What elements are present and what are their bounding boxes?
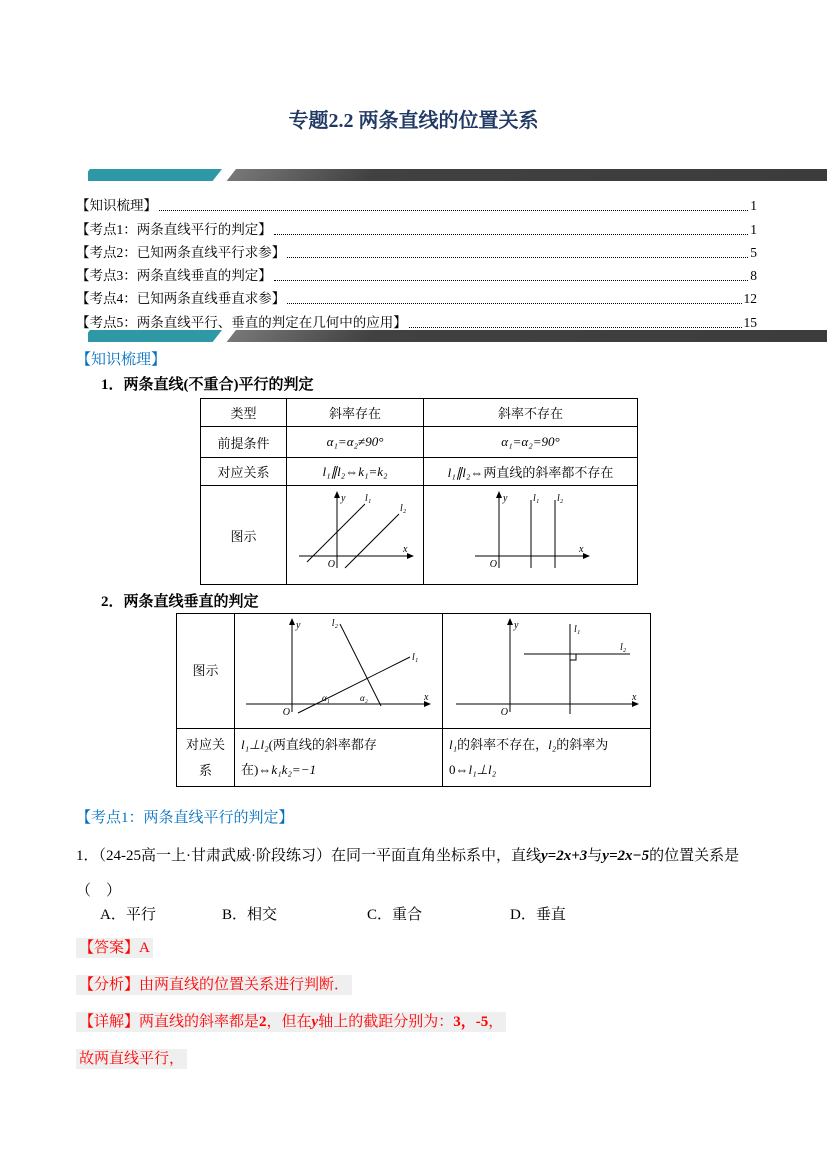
premise-not-exist-cell: α₁=α₂=90° bbox=[424, 427, 638, 458]
line-l1-label: l₁ bbox=[365, 493, 372, 504]
toc-item-label[interactable]: 【考点3：两条直线垂直的判定】 bbox=[76, 268, 272, 284]
options-row bbox=[76, 903, 762, 927]
parallel-criteria-table bbox=[200, 398, 638, 585]
toc-item[interactable] bbox=[76, 307, 757, 330]
line-l1-label: l₁ bbox=[411, 652, 418, 663]
table-row bbox=[201, 427, 638, 458]
page-title: 专题2.2 两条直线的位置关系 bbox=[288, 110, 539, 132]
table-row bbox=[177, 614, 651, 729]
detail-math-part: 3，-5 bbox=[453, 1014, 489, 1030]
relation-label-cell: 对应关系 bbox=[177, 729, 235, 787]
toc-page-number: 12 bbox=[743, 291, 757, 307]
relation-math: l₂ bbox=[548, 737, 557, 753]
diagram-parallel-vertical-cell bbox=[424, 486, 638, 585]
analysis-line bbox=[76, 973, 352, 994]
detail-text-part: 轴上的截距分别为： bbox=[318, 1014, 454, 1030]
question-math-2: y=2x−5 bbox=[602, 848, 650, 864]
diagram-label-cell: 图示 bbox=[177, 614, 235, 729]
toc-leader-dots bbox=[287, 257, 748, 258]
y-axis-label: y bbox=[341, 493, 346, 504]
y-axis-label: y bbox=[502, 493, 507, 504]
option-b: B．相交 bbox=[222, 907, 278, 923]
answer-line bbox=[76, 936, 153, 957]
y-axis-label: y bbox=[295, 620, 300, 631]
line-l2-label: l₂ bbox=[400, 503, 407, 514]
premise-exist-cell: α₁=α₂≠90° bbox=[287, 427, 424, 458]
toc-page-number: 1 bbox=[750, 221, 757, 237]
line-l2-label: l₂ bbox=[556, 493, 563, 504]
x-axis-label: x bbox=[403, 544, 408, 555]
relation-exist-cell: l₁∥l₂⇔k₁=k₂ bbox=[287, 458, 424, 486]
relation-math: l₁⊥l₂ bbox=[241, 737, 269, 753]
exam-point-header: 【考点1：两条直线平行的判定】 bbox=[76, 810, 294, 826]
detail-math-part: 2 bbox=[259, 1014, 267, 1030]
angle-alpha1-label: α₁ bbox=[321, 693, 330, 703]
relation-math: l₁ bbox=[449, 737, 458, 753]
parallel-lines-vertical-diagram bbox=[467, 488, 595, 578]
line-l1-label: l₁ bbox=[532, 493, 539, 504]
detail-text-part: ， bbox=[488, 1014, 504, 1030]
toc-item[interactable] bbox=[76, 261, 757, 284]
toc-item-label[interactable]: 【考点2：已知两条直线平行求参】 bbox=[76, 244, 286, 260]
perpendicular-lines-slope-diagram bbox=[240, 616, 438, 722]
knowledge-section-header: 【知识梳理】 bbox=[76, 352, 167, 368]
decorative-teal-segment bbox=[88, 169, 222, 181]
detail-line bbox=[76, 1010, 506, 1031]
perpendicular-slope-relation-cell bbox=[235, 729, 443, 787]
conclusion-text: 故两直线平行， bbox=[76, 1049, 187, 1069]
y-axis-label: y bbox=[513, 620, 518, 631]
table-row bbox=[177, 729, 651, 787]
toc-item-label[interactable]: 【考点1：两条直线平行的判定】 bbox=[76, 221, 272, 237]
x-axis-label: x bbox=[578, 544, 583, 555]
line-l2-label: l₂ bbox=[331, 618, 338, 629]
decorative-dark-segment bbox=[227, 169, 827, 181]
question-text: 与 bbox=[587, 848, 603, 864]
question-math-1: y=2x+3 bbox=[541, 848, 588, 864]
diagram-label-cell: 图示 bbox=[201, 486, 287, 585]
analysis-text: 【分析】由两直线的位置关系进行判断． bbox=[76, 975, 352, 995]
header-slope-not-exists-cell: 斜率不存在 bbox=[424, 399, 638, 427]
toc-leader-dots bbox=[274, 280, 749, 281]
toc-leader-dots bbox=[274, 234, 749, 235]
decorative-dark-segment bbox=[227, 330, 827, 342]
diagram-perpendicular-axis-cell bbox=[443, 614, 651, 729]
premise-label-cell: 前提条件 bbox=[201, 427, 287, 458]
relation-not-exist-cell bbox=[424, 458, 638, 486]
perpendicular-axis-relation-cell bbox=[443, 729, 651, 787]
diagram-perpendicular-slope-cell bbox=[235, 614, 443, 729]
toc-item-label[interactable]: 【考点5：两条直线平行、垂直的判定在几何中的应用】 bbox=[76, 314, 407, 330]
detail-text bbox=[76, 1012, 506, 1032]
toc-item-label[interactable]: 【考点4：已知两条直线垂直求参】 bbox=[76, 291, 286, 307]
table-row bbox=[201, 458, 638, 486]
header-slope-exists-cell: 斜率存在 bbox=[287, 399, 424, 427]
detail-math-part: y bbox=[311, 1014, 319, 1030]
relation-text: 的斜率为0⇔ bbox=[449, 737, 609, 777]
line-l2-label: l₂ bbox=[619, 642, 626, 653]
relation-math: l₁⊥l₂ bbox=[468, 761, 497, 777]
toc-item[interactable] bbox=[76, 284, 757, 307]
section2-title: 2．两条直线垂直的判定 bbox=[101, 594, 259, 610]
relation-math: k₁k₂=−1 bbox=[271, 761, 316, 777]
toc-leader-dots bbox=[409, 327, 742, 328]
option-c: C．重合 bbox=[367, 907, 423, 923]
header-type-cell: 类型 bbox=[201, 399, 287, 427]
decorative-teal-segment bbox=[88, 330, 222, 342]
option-d: D．垂直 bbox=[510, 907, 566, 923]
question-1 bbox=[76, 839, 762, 909]
toc-page-number: 5 bbox=[750, 244, 757, 260]
relation-math: l₁∥l₂⇔ bbox=[447, 465, 484, 480]
toc-item-label[interactable]: 【知识梳理】 bbox=[76, 198, 157, 214]
table-of-contents bbox=[76, 191, 757, 331]
decorative-bar-middle bbox=[88, 330, 827, 342]
relation-text: (两直线的斜率都存在)⇔ bbox=[241, 737, 377, 777]
x-axis-label: x bbox=[631, 692, 636, 703]
origin-label: O bbox=[282, 707, 290, 718]
conclusion-line bbox=[76, 1047, 187, 1068]
question-text: 1．（24-25高一上·甘肃武威·阶段练习）在同一平面直角坐标系中，直线 bbox=[76, 848, 541, 864]
toc-item[interactable] bbox=[76, 191, 757, 214]
toc-page-number: 1 bbox=[750, 198, 757, 214]
diagram-parallel-slope-cell bbox=[287, 486, 424, 585]
origin-label: O bbox=[327, 559, 335, 570]
angle-alpha2-label: α₂ bbox=[359, 693, 368, 703]
question-text: 的位置关系是（ ） bbox=[76, 848, 740, 899]
detail-text-part: 【详解】两直线的斜率都是 bbox=[79, 1014, 260, 1030]
perpendicular-criteria-table bbox=[176, 613, 651, 787]
detail-text-part: ，但在 bbox=[266, 1014, 312, 1030]
option-a: A．平行 bbox=[100, 907, 156, 923]
relation-text: 的斜率不存在， bbox=[457, 737, 549, 753]
table-row bbox=[201, 486, 638, 585]
x-axis-label: x bbox=[423, 692, 428, 703]
parallel-lines-slope-diagram bbox=[291, 488, 419, 578]
answer-text: 【答案】A bbox=[76, 938, 153, 958]
toc-page-number: 8 bbox=[750, 268, 757, 284]
origin-label: O bbox=[489, 559, 497, 570]
perpendicular-vertical-horizontal-diagram bbox=[448, 616, 646, 722]
toc-leader-dots bbox=[159, 210, 748, 211]
relation-label-cell: 对应关系 bbox=[201, 458, 287, 486]
toc-item[interactable] bbox=[76, 214, 757, 237]
table-row bbox=[201, 399, 638, 427]
toc-page-number: 15 bbox=[743, 314, 757, 330]
relation-text: 两直线的斜率都不存在 bbox=[483, 465, 614, 480]
section1-title: 1．两条直线(不重合)平行的判定 bbox=[101, 377, 314, 393]
decorative-bar-top bbox=[88, 169, 827, 181]
toc-item[interactable] bbox=[76, 238, 757, 261]
origin-label: O bbox=[500, 707, 508, 718]
line-l1-label: l₁ bbox=[573, 624, 580, 635]
toc-leader-dots bbox=[287, 303, 741, 304]
